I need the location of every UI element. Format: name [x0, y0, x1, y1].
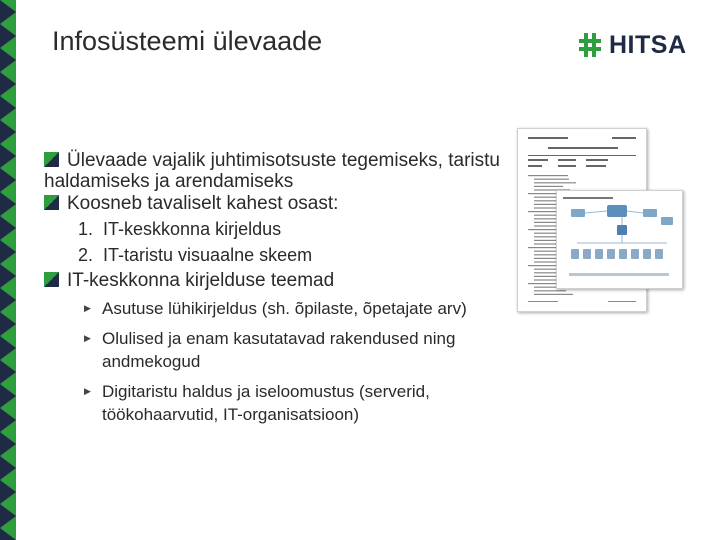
bullet-item — [44, 193, 524, 214]
sub-bullet-list — [84, 297, 524, 426]
slide-body — [44, 150, 524, 426]
network-diagram-thumbnail — [556, 190, 683, 289]
numbered-item — [78, 216, 524, 242]
triangle-bullet-icon: ▶ — [84, 386, 91, 396]
slide-title: Infosüsteemi ülevaade — [52, 26, 323, 56]
triangle-bullet-icon: ▶ — [84, 333, 91, 343]
numbered-item — [78, 242, 524, 268]
sub-bullet-item — [84, 327, 524, 373]
decorative-side-stripe — [0, 0, 16, 540]
item-number: 2. — [78, 245, 94, 265]
item-text: IT-taristu visuaalne skeem — [103, 245, 313, 265]
bullet-item — [44, 150, 524, 192]
sub-bullet-text: Digitaristu haldus ja iseloomustus (serverid, töökohaarvutid, IT-organisatsioon) — [102, 382, 430, 424]
hitsa-logo — [578, 30, 687, 60]
square-bullet-icon — [44, 152, 59, 167]
bullet-text: IT-keskkonna kirjelduse teemad — [67, 270, 335, 291]
triangle-bullet-icon: ▶ — [84, 303, 91, 313]
bullet-item — [44, 270, 524, 291]
sub-bullet-text: Olulised ja enam kasutatavad rakendused ning andmekogud — [102, 329, 456, 371]
sub-bullet-item — [84, 380, 524, 426]
item-text: IT-keskkonna kirjeldus — [103, 219, 282, 239]
logo-text: HITSA — [609, 30, 687, 59]
sub-bullet-item — [84, 297, 524, 320]
square-bullet-icon — [44, 272, 59, 287]
bullet-text: Koosneb tavaliselt kahest osast: — [67, 193, 339, 214]
hashtag-logo-icon — [578, 32, 602, 58]
bullet-text: Ülevaade vajalik juhtimisotsuste tegemiseks, taristu haldamiseks ja arendamiseks — [44, 150, 500, 192]
item-number: 1. — [78, 219, 94, 239]
sub-bullet-text: Asutuse lühikirjeldus (sh. õpilaste, õpetajate arv) — [102, 299, 467, 318]
numbered-list — [78, 216, 524, 268]
square-bullet-icon — [44, 195, 59, 210]
